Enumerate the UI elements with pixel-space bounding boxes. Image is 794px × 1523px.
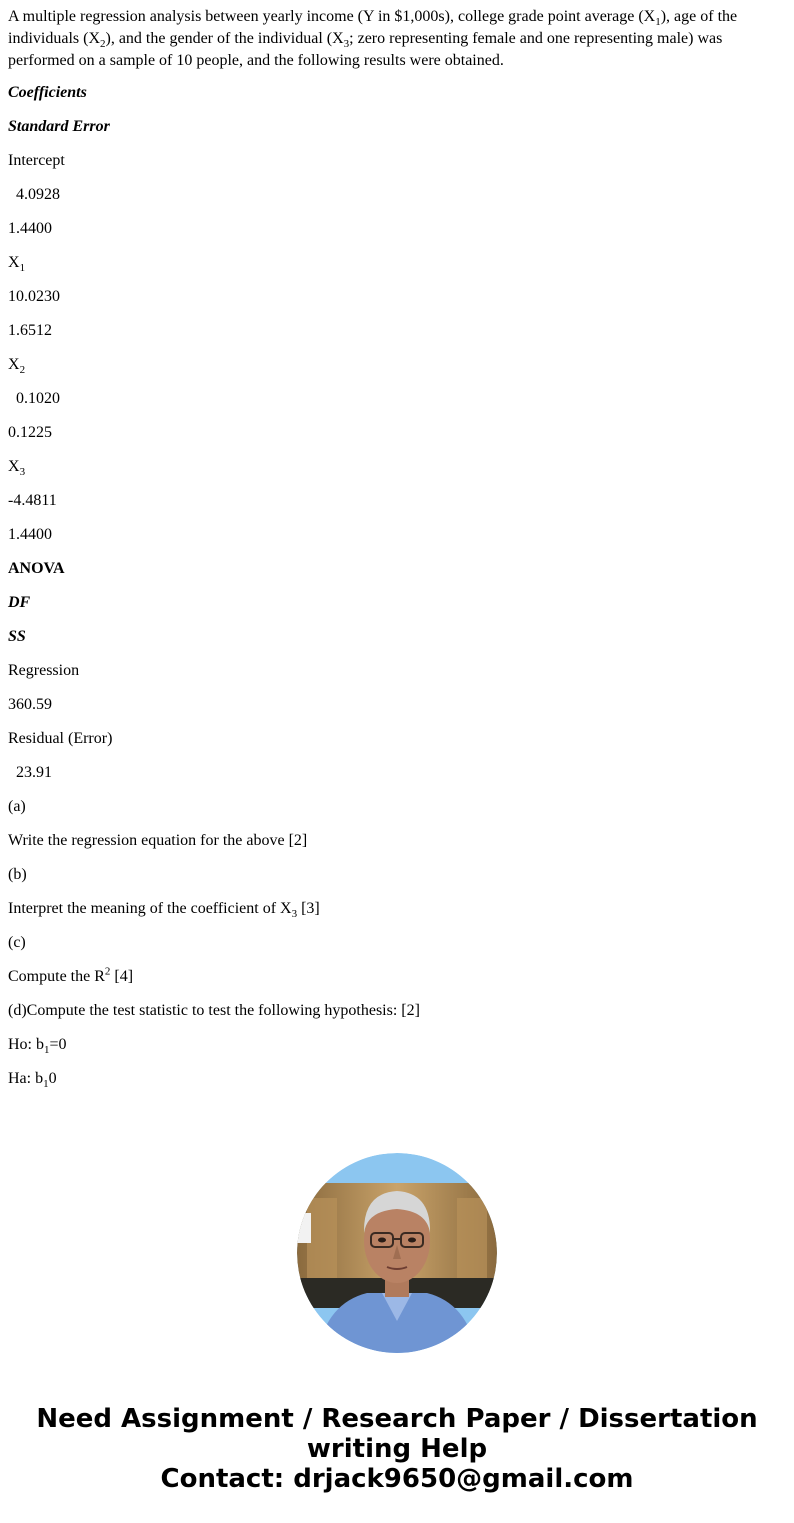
question-a-label: (a)	[8, 798, 26, 815]
question-b-text: Interpret the meaning of the coefficient of $X_3$ [3]	[8, 900, 320, 921]
standard-error-header: Standard Error	[8, 118, 110, 135]
row-intercept-label: Intercept	[8, 152, 65, 169]
anova-residual-label: Residual (Error)	[8, 730, 113, 747]
row-intercept-se: 1.4400	[8, 220, 52, 237]
intro-paragraph: A multiple regression analysis between yearly income (Y in $1,000s), college grade point average $(X_1)$, age of the individuals $(X_2)$, and the gender of the individual ($X_3$; zero representing female and one representing male) was performed on a sample of 10 people, and the following results were obtained.	[8, 8, 738, 69]
anova-ss-header: SS	[8, 628, 26, 645]
row-x3-se: 1.4400	[8, 526, 52, 543]
person-photo-icon	[297, 1153, 497, 1353]
footer-line-1: Need Assignment / Research Paper / Dissertation	[36, 1404, 758, 1434]
anova-regression-ss: 360.59	[8, 696, 52, 713]
coefficients-header: Coefficients	[8, 84, 87, 101]
avatar	[297, 1153, 497, 1353]
row-x2-label: $X_2$	[8, 356, 26, 377]
footer-line-2: writing Help	[306, 1434, 488, 1464]
row-x3-coef: -4.4811	[8, 492, 57, 509]
row-x1-coef: 10.0230	[8, 288, 60, 305]
anova-residual-ss: 23.91	[16, 764, 52, 781]
question-b-label: (b)	[8, 866, 27, 883]
row-x2-coef: 0.1020	[16, 390, 60, 407]
hypothesis-null: Ho: $b_1=0$	[8, 1036, 67, 1057]
hypothesis-alternative: Ha: $b_10$	[8, 1070, 57, 1091]
row-x2-se: 0.1225	[8, 424, 52, 441]
footer-contact: Contact: drjack9650@gmail.com	[160, 1464, 634, 1494]
question-c-label: (c)	[8, 934, 26, 951]
row-intercept-coef: 4.0928	[16, 186, 60, 203]
anova-regression-label: Regression	[8, 662, 80, 679]
row-x3-label: $X_3$	[8, 458, 26, 479]
question-c-text: Compute the $R^2$ [4]	[8, 965, 134, 985]
question-d-text: (d)Compute the test statistic to test the following hypothesis: [2]	[8, 1002, 420, 1019]
row-x1-se: 1.6512	[8, 322, 52, 339]
row-x1-label: $X_1$	[8, 254, 26, 275]
question-a-text: Write the regression equation for the above [2]	[8, 832, 308, 849]
anova-title: ANOVA	[8, 560, 65, 577]
anova-df-header: DF	[8, 594, 31, 611]
footer-banner	[0, 1404, 794, 1494]
